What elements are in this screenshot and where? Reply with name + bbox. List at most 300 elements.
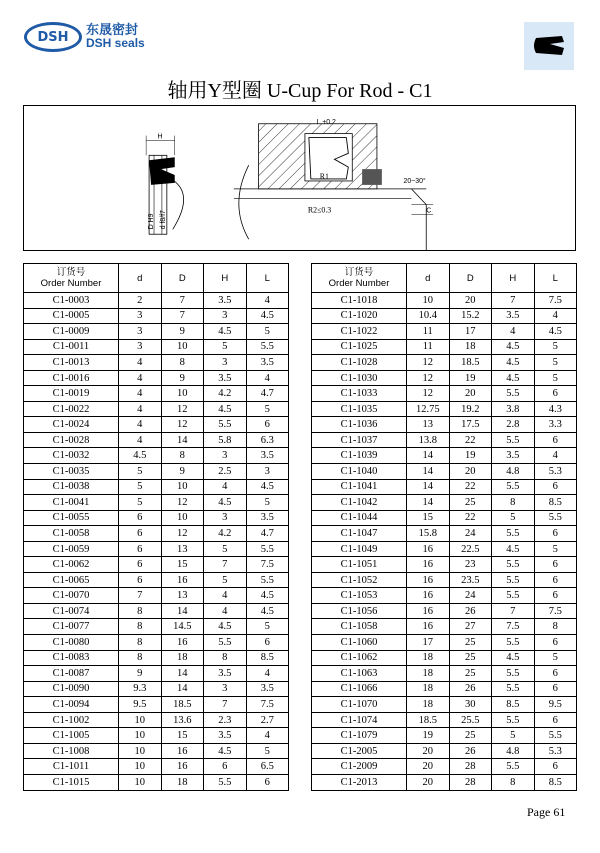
D-cell: 20 <box>449 464 492 480</box>
L-cell: 4.3 <box>534 401 577 417</box>
L-cell: 4 <box>534 308 577 324</box>
L-cell: 3.5 <box>246 355 289 371</box>
table-header-row <box>24 264 289 293</box>
brand-logo <box>24 22 145 52</box>
L-cell: 5 <box>534 355 577 371</box>
table-row <box>312 728 577 744</box>
order-number-cell: C1-0011 <box>24 339 119 355</box>
d-cell: 15 <box>407 510 450 526</box>
table-row <box>24 650 289 666</box>
L-cell: 8 <box>534 619 577 635</box>
D-cell: 26 <box>449 681 492 697</box>
H-cell: 4.5 <box>492 339 535 355</box>
d-cell: 13.8 <box>407 432 450 448</box>
D-cell: 8 <box>161 355 204 371</box>
d-cell: 2 <box>119 293 162 309</box>
d-cell: 4 <box>119 401 162 417</box>
order-number-cell: C1-0090 <box>24 681 119 697</box>
d-cell: 5 <box>119 479 162 495</box>
d-cell: 18 <box>407 681 450 697</box>
d-cell: 4 <box>119 355 162 371</box>
order-number-cell: C1-0077 <box>24 619 119 635</box>
table-row <box>312 619 577 635</box>
installation-diagram <box>23 105 576 251</box>
table-row <box>24 712 289 728</box>
D-cell: 16 <box>161 743 204 759</box>
order-number-cell: C1-0055 <box>24 510 119 526</box>
table-row <box>24 308 289 324</box>
D-cell: 12 <box>161 526 204 542</box>
table-row <box>312 386 577 402</box>
L-cell: 4 <box>246 666 289 682</box>
order-number-cell: C1-0028 <box>24 432 119 448</box>
d-cell: 4.5 <box>119 448 162 464</box>
table-row <box>24 355 289 371</box>
H-cell: 5 <box>204 572 247 588</box>
order-number-cell: C1-0016 <box>24 370 119 386</box>
D-cell: 8 <box>161 448 204 464</box>
d-cell: 9.3 <box>119 681 162 697</box>
L-cell: 4.5 <box>246 588 289 604</box>
diagram-svg <box>24 106 575 250</box>
H-cell: 3 <box>204 355 247 371</box>
header-order-number: 订货号 Order Number <box>312 264 407 293</box>
H-cell: 3 <box>204 510 247 526</box>
D-cell: 9 <box>161 324 204 340</box>
table-row <box>24 743 289 759</box>
L-cell: 5.5 <box>534 728 577 744</box>
H-cell: 5 <box>492 510 535 526</box>
order-number-cell: C1-1025 <box>312 339 407 355</box>
order-number-cell: C1-1053 <box>312 588 407 604</box>
L-cell: 5 <box>534 370 577 386</box>
order-number-cell: C1-2013 <box>312 774 407 790</box>
L-cell: 6 <box>534 572 577 588</box>
order-number-cell: C1-1005 <box>24 728 119 744</box>
d-cell: 19 <box>407 728 450 744</box>
L-cell: 4 <box>246 293 289 309</box>
order-number-cell: C1-1044 <box>312 510 407 526</box>
H-cell: 3 <box>204 308 247 324</box>
d-cell: 16 <box>407 572 450 588</box>
H-cell: 4.5 <box>204 401 247 417</box>
table-row <box>312 293 577 309</box>
table-row <box>24 541 289 557</box>
D-cell: 22.5 <box>449 541 492 557</box>
d-cell: 16 <box>407 603 450 619</box>
D-cell: 14 <box>161 681 204 697</box>
D-cell: 7 <box>161 293 204 309</box>
d-cell: 5 <box>119 464 162 480</box>
table-row <box>24 526 289 542</box>
L-cell: 7.5 <box>246 557 289 573</box>
H-cell: 4.5 <box>204 324 247 340</box>
order-number-cell: C1-2009 <box>312 759 407 775</box>
D-cell: 24 <box>449 526 492 542</box>
H-cell: 4.5 <box>204 743 247 759</box>
header-D: D <box>161 264 204 293</box>
D-cell: 9 <box>161 370 204 386</box>
H-cell: 4.2 <box>204 386 247 402</box>
order-number-cell: C1-1011 <box>24 759 119 775</box>
order-number-cell: C1-0024 <box>24 417 119 433</box>
d-cell: 16 <box>407 619 450 635</box>
header-L: L <box>246 264 289 293</box>
table-row <box>312 743 577 759</box>
H-cell: 5 <box>492 728 535 744</box>
order-number-cell: C1-0035 <box>24 464 119 480</box>
D-cell: 23 <box>449 557 492 573</box>
L-cell: 9.5 <box>534 697 577 713</box>
order-number-cell: C1-0022 <box>24 401 119 417</box>
table-row <box>24 603 289 619</box>
table-row <box>312 308 577 324</box>
L-cell: 4.5 <box>246 479 289 495</box>
D-cell: 12 <box>161 401 204 417</box>
H-cell: 5 <box>204 339 247 355</box>
L-cell: 6 <box>246 417 289 433</box>
H-cell: 8 <box>492 495 535 511</box>
table-row <box>24 510 289 526</box>
d-cell: 6 <box>119 572 162 588</box>
H-cell: 3.8 <box>492 401 535 417</box>
H-cell: 5.5 <box>492 712 535 728</box>
table-row <box>312 479 577 495</box>
L-cell: 6 <box>534 526 577 542</box>
table-row <box>24 432 289 448</box>
L-cell: 5 <box>246 743 289 759</box>
d-cell: 8 <box>119 635 162 651</box>
H-cell: 4.8 <box>492 743 535 759</box>
header-H: H <box>204 264 247 293</box>
logo-mark: DSH <box>24 22 82 52</box>
d-cell: 16 <box>407 557 450 573</box>
H-cell: 5.5 <box>492 557 535 573</box>
table-row <box>24 370 289 386</box>
D-cell: 25 <box>449 666 492 682</box>
d-cell: 6 <box>119 557 162 573</box>
d-cell: 11 <box>407 339 450 355</box>
L-cell: 5.5 <box>246 541 289 557</box>
L-cell: 7.5 <box>534 293 577 309</box>
D-cell: 19 <box>449 370 492 386</box>
table-row <box>24 557 289 573</box>
H-cell: 3.5 <box>204 370 247 386</box>
d-cell: 8 <box>119 603 162 619</box>
order-number-cell: C1-1042 <box>312 495 407 511</box>
order-number-cell: C1-1037 <box>312 432 407 448</box>
L-cell: 3.3 <box>534 417 577 433</box>
H-cell: 6 <box>204 759 247 775</box>
d-cell: 4 <box>119 432 162 448</box>
L-cell: 4 <box>246 728 289 744</box>
H-cell: 2.5 <box>204 464 247 480</box>
table-row <box>24 479 289 495</box>
L-cell: 5.5 <box>246 572 289 588</box>
table-row <box>312 712 577 728</box>
H-cell: 5.5 <box>492 432 535 448</box>
d-cell: 3 <box>119 339 162 355</box>
L-cell: 5 <box>246 619 289 635</box>
table-row <box>24 666 289 682</box>
H-cell: 5.5 <box>492 666 535 682</box>
table-row <box>312 557 577 573</box>
D-cell: 17 <box>449 324 492 340</box>
order-number-cell: C1-0058 <box>24 526 119 542</box>
table-row <box>312 572 577 588</box>
order-number-cell: C1-1018 <box>312 293 407 309</box>
d-cell: 20 <box>407 759 450 775</box>
D-cell: 25 <box>449 650 492 666</box>
d-cell: 14 <box>407 495 450 511</box>
order-number-cell: C1-0003 <box>24 293 119 309</box>
order-number-cell: C1-1066 <box>312 681 407 697</box>
L-cell: 6 <box>534 557 577 573</box>
D-cell: 28 <box>449 774 492 790</box>
L-cell: 4.5 <box>246 308 289 324</box>
H-cell: 4.8 <box>492 464 535 480</box>
d-cell: 15.8 <box>407 526 450 542</box>
H-cell: 8 <box>492 774 535 790</box>
H-cell: 5.8 <box>204 432 247 448</box>
D-cell: 10 <box>161 510 204 526</box>
D-cell: 9 <box>161 464 204 480</box>
d-cell: 6 <box>119 510 162 526</box>
label-l: L +0.2 <box>316 118 336 126</box>
L-cell: 2.7 <box>246 712 289 728</box>
D-cell: 25 <box>449 728 492 744</box>
table-row <box>312 324 577 340</box>
table-row <box>24 448 289 464</box>
D-cell: 10 <box>161 339 204 355</box>
H-cell: 4.5 <box>492 650 535 666</box>
L-cell: 6 <box>534 635 577 651</box>
order-number-cell: C1-0062 <box>24 557 119 573</box>
L-cell: 3 <box>246 464 289 480</box>
table-row <box>24 495 289 511</box>
H-cell: 7 <box>204 557 247 573</box>
housing-section <box>234 119 433 250</box>
H-cell: 4.5 <box>492 541 535 557</box>
D-cell: 20 <box>449 386 492 402</box>
L-cell: 5 <box>534 650 577 666</box>
L-cell: 6 <box>246 635 289 651</box>
H-cell: 3 <box>204 681 247 697</box>
d-cell: 6 <box>119 541 162 557</box>
table-row <box>312 588 577 604</box>
D-cell: 24 <box>449 588 492 604</box>
table-header-row <box>312 264 577 293</box>
d-cell: 4 <box>119 417 162 433</box>
order-number-cell: C1-1060 <box>312 635 407 651</box>
table-row <box>312 650 577 666</box>
d-cell: 13 <box>407 417 450 433</box>
d-cell: 10 <box>119 759 162 775</box>
table-row <box>24 386 289 402</box>
d-cell: 9.5 <box>119 697 162 713</box>
d-cell: 10 <box>119 728 162 744</box>
H-cell: 7 <box>492 603 535 619</box>
D-cell: 14 <box>161 432 204 448</box>
H-cell: 5.5 <box>204 417 247 433</box>
d-cell: 3 <box>119 308 162 324</box>
table-row <box>312 697 577 713</box>
D-cell: 22 <box>449 510 492 526</box>
L-cell: 5.3 <box>534 464 577 480</box>
H-cell: 5.5 <box>204 774 247 790</box>
order-number-cell: C1-1041 <box>312 479 407 495</box>
L-cell: 6 <box>534 712 577 728</box>
H-cell: 2.8 <box>492 417 535 433</box>
table-row <box>312 774 577 790</box>
order-number-cell: C1-1049 <box>312 541 407 557</box>
seal-cross-section <box>146 134 183 235</box>
D-cell: 12 <box>161 417 204 433</box>
d-cell: 18 <box>407 697 450 713</box>
table-row <box>24 681 289 697</box>
table-row <box>312 510 577 526</box>
order-number-cell: C1-1052 <box>312 572 407 588</box>
order-number-cell: C1-1070 <box>312 697 407 713</box>
H-cell: 4.5 <box>204 619 247 635</box>
L-cell: 6 <box>246 774 289 790</box>
table-row <box>312 759 577 775</box>
order-number-cell: C1-0038 <box>24 479 119 495</box>
L-cell: 5 <box>246 401 289 417</box>
H-cell: 5.5 <box>492 681 535 697</box>
H-cell: 5.5 <box>492 386 535 402</box>
table-row <box>312 541 577 557</box>
order-number-cell: C1-1039 <box>312 448 407 464</box>
L-cell: 6 <box>534 681 577 697</box>
d-cell: 9 <box>119 666 162 682</box>
order-number-cell: C1-1035 <box>312 401 407 417</box>
order-number-cell: C1-1063 <box>312 666 407 682</box>
header-d: d <box>119 264 162 293</box>
L-cell: 6 <box>534 479 577 495</box>
D-cell: 14 <box>161 666 204 682</box>
header-H: H <box>492 264 535 293</box>
table-row <box>312 448 577 464</box>
H-cell: 5.5 <box>492 759 535 775</box>
table-row <box>24 635 289 651</box>
D-cell: 7 <box>161 308 204 324</box>
D-cell: 25 <box>449 495 492 511</box>
D-cell: 25 <box>449 635 492 651</box>
table-row <box>24 619 289 635</box>
H-cell: 3.5 <box>492 308 535 324</box>
table-row <box>312 464 577 480</box>
D-cell: 18 <box>161 650 204 666</box>
order-number-cell: C1-0083 <box>24 650 119 666</box>
order-number-cell: C1-0032 <box>24 448 119 464</box>
L-cell: 5.5 <box>246 339 289 355</box>
D-cell: 20 <box>449 293 492 309</box>
header-L: L <box>534 264 577 293</box>
order-number-cell: C1-1036 <box>312 417 407 433</box>
H-cell: 7 <box>204 697 247 713</box>
D-cell: 18 <box>161 774 204 790</box>
L-cell: 4.7 <box>246 386 289 402</box>
table-row <box>24 774 289 790</box>
D-cell: 14.5 <box>161 619 204 635</box>
D-cell: 22 <box>449 479 492 495</box>
L-cell: 4.5 <box>246 603 289 619</box>
table-row <box>24 417 289 433</box>
table-row <box>24 572 289 588</box>
D-cell: 18 <box>449 339 492 355</box>
order-number-cell: C1-1058 <box>312 619 407 635</box>
order-number-cell: C1-1002 <box>24 712 119 728</box>
d-cell: 10 <box>119 712 162 728</box>
H-cell: 4 <box>204 479 247 495</box>
table-row <box>312 495 577 511</box>
d-cell: 12 <box>407 370 450 386</box>
order-number-cell: C1-1028 <box>312 355 407 371</box>
H-cell: 5.5 <box>492 588 535 604</box>
d-cell: 3 <box>119 324 162 340</box>
L-cell: 6.3 <box>246 432 289 448</box>
d-cell: 7 <box>119 588 162 604</box>
L-cell: 3.5 <box>246 681 289 697</box>
d-cell: 6 <box>119 526 162 542</box>
order-number-cell: C1-0005 <box>24 308 119 324</box>
table-row <box>312 417 577 433</box>
brand-name-en: DSH seals <box>86 36 145 50</box>
H-cell: 3.5 <box>492 448 535 464</box>
table-row <box>24 293 289 309</box>
label-r1: R1 <box>319 171 329 181</box>
label-c: C <box>426 207 432 215</box>
D-cell: 23.5 <box>449 572 492 588</box>
H-cell: 2.3 <box>204 712 247 728</box>
d-cell: 5 <box>119 495 162 511</box>
seal-profile-icon <box>524 22 574 70</box>
d-cell: 18 <box>407 650 450 666</box>
H-cell: 3.5 <box>204 293 247 309</box>
table-row <box>312 526 577 542</box>
order-number-cell: C1-0087 <box>24 666 119 682</box>
brand-name-cn: 东晟密封 <box>86 23 139 38</box>
D-cell: 16 <box>161 572 204 588</box>
H-cell: 5.5 <box>204 635 247 651</box>
D-cell: 28 <box>449 759 492 775</box>
table-row <box>312 339 577 355</box>
d-cell: 10 <box>119 774 162 790</box>
D-cell: 16 <box>161 759 204 775</box>
D-cell: 13.6 <box>161 712 204 728</box>
H-cell: 3.5 <box>204 666 247 682</box>
L-cell: 6 <box>534 588 577 604</box>
H-cell: 8.5 <box>492 697 535 713</box>
label-angle: 20~30° <box>403 177 426 185</box>
d-cell: 20 <box>407 743 450 759</box>
d-cell: 16 <box>407 541 450 557</box>
L-cell: 5 <box>534 339 577 355</box>
D-cell: 30 <box>449 697 492 713</box>
H-cell: 5 <box>204 541 247 557</box>
L-cell: 4.5 <box>534 324 577 340</box>
d-cell: 14 <box>407 448 450 464</box>
d-cell: 20 <box>407 774 450 790</box>
L-cell: 7.5 <box>246 697 289 713</box>
d-cell: 10.4 <box>407 308 450 324</box>
d-cell: 12 <box>407 355 450 371</box>
H-cell: 5.5 <box>492 572 535 588</box>
d-cell: 17 <box>407 635 450 651</box>
table-row <box>24 464 289 480</box>
table-row <box>312 603 577 619</box>
